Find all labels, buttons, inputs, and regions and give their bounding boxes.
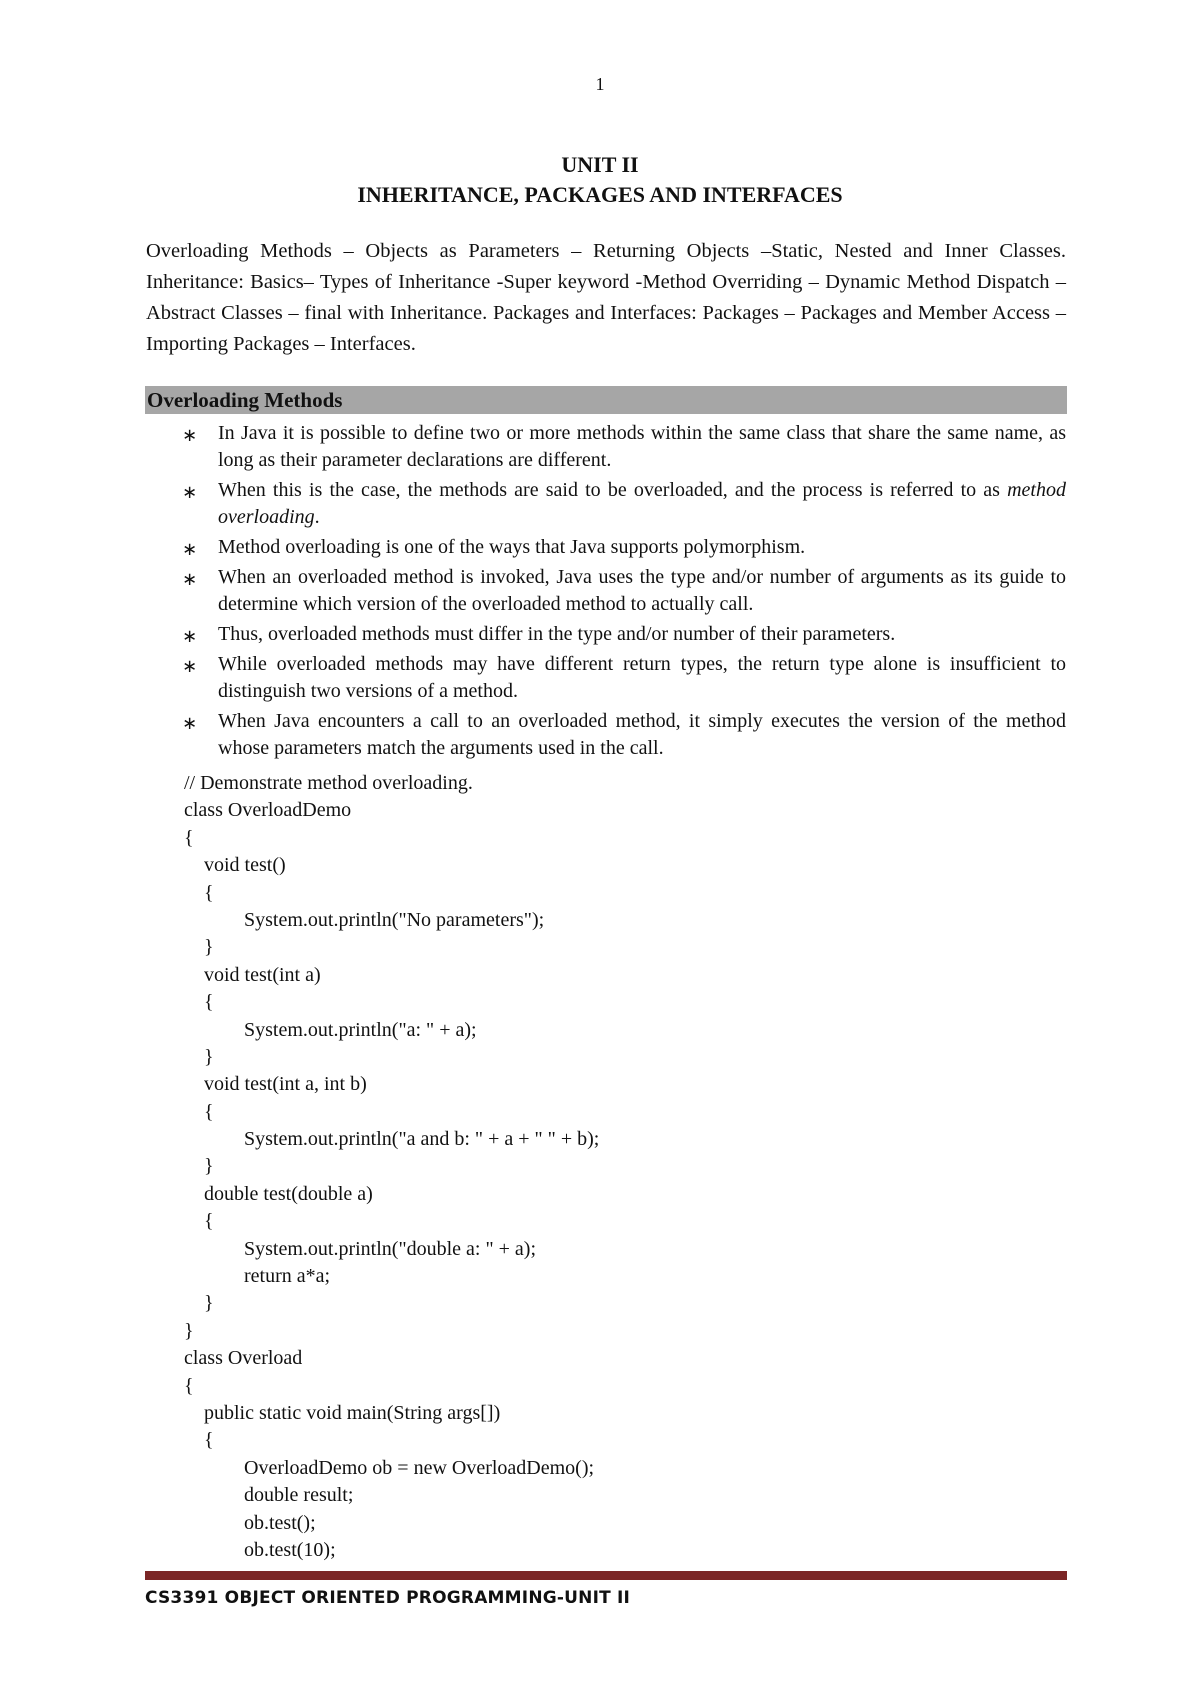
- bullet-text: Thus, overloaded methods must differ in the type and/or number of their parameters.: [218, 623, 896, 645]
- code-line: }: [184, 1319, 194, 1342]
- code-line: class OverloadDemo: [184, 799, 352, 822]
- code-line: public static void main(String args[]): [184, 1401, 501, 1424]
- code-line: double result;: [184, 1484, 354, 1507]
- bullet-icon: ∗: [182, 569, 198, 590]
- bullet-text-end: .: [314, 506, 320, 528]
- page-number: 1: [595, 74, 605, 94]
- emphasis-term: method overloading: [218, 479, 1066, 528]
- code-line: System.out.println("No parameters");: [184, 908, 545, 931]
- code-line: void test(int a, int b): [184, 1073, 367, 1096]
- bullet-text: When Java encounters a call to an overloaded method, it simply executes the version of the method whose parameters match the arguments used in the call.: [218, 710, 1066, 759]
- code-line: }: [184, 1155, 214, 1178]
- bullet-text: In Java it is possible to define two or more methods within the same class that share the same name, as long as their parameter declarations are different.: [218, 422, 1066, 471]
- code-line: ob.test();: [184, 1511, 316, 1534]
- code-line: double test(double a): [184, 1182, 373, 1205]
- code-line: }: [184, 1292, 214, 1315]
- footer-course-title: CS3391 OBJECT ORIENTED PROGRAMMING-UNIT II: [145, 1588, 631, 1608]
- bullet-list: [182, 420, 1066, 765]
- bullet-icon: ∗: [182, 626, 198, 647]
- code-line: OverloadDemo ob = new OverloadDemo();: [184, 1456, 595, 1479]
- section-heading-bar: [145, 386, 1067, 414]
- unit-heading: UNIT II: [561, 152, 639, 177]
- list-item: [182, 420, 1066, 474]
- code-line: void test(int a): [184, 963, 321, 986]
- bullet-text: Method overloading is one of the ways that Java supports polymorphism.: [218, 536, 806, 558]
- code-line: System.out.println("a and b: " + a + " " + b);: [184, 1128, 600, 1151]
- code-line: }: [184, 936, 214, 959]
- code-line: {: [184, 1429, 214, 1452]
- code-line: {: [184, 826, 194, 849]
- list-item: [182, 477, 1066, 531]
- unit-title: INHERITANCE, PACKAGES AND INTERFACES: [357, 182, 843, 207]
- code-line: {: [184, 1374, 194, 1397]
- code-line: {: [184, 881, 214, 904]
- code-line: }: [184, 1045, 214, 1068]
- bullet-icon: ∗: [182, 539, 198, 560]
- bullet-text: While overloaded methods may have different return types, the return type alone is insufficient to distinguish two versions of a method.: [218, 653, 1066, 702]
- code-line: {: [184, 1210, 214, 1233]
- code-listing: [184, 770, 599, 1564]
- footer-divider: [145, 1571, 1067, 1580]
- code-line: System.out.println("double a: " + a);: [184, 1237, 537, 1260]
- syllabus-paragraph: Overloading Methods – Objects as Parameters – Returning Objects –Static, Nested and Inner Classes. Inheritance: Basics– Types of Inheritance -Super keyword -Method Overriding – Dynamic Method Dispatch –Abstract Classes – final with Inheritance. Packages and Interfaces: Packages – Packages and Member Access –Importing Packages – Interfaces.: [146, 240, 1066, 355]
- code-line: void test(): [184, 854, 286, 877]
- bullet-text: When an overloaded method is invoked, Java uses the type and/or number of arguments as its guide to determine which version of the overloaded method to actually call.: [218, 566, 1066, 615]
- bullet-icon: ∗: [182, 656, 198, 677]
- code-line: System.out.println("a: " + a);: [184, 1018, 477, 1041]
- bullet-icon: ∗: [182, 482, 198, 503]
- list-item: [182, 651, 1066, 705]
- code-line: return a*a;: [184, 1265, 331, 1288]
- list-item: [182, 621, 1066, 648]
- list-item: [182, 708, 1066, 762]
- list-item: [182, 534, 1066, 561]
- bullet-text: When this is the case, the methods are said to be overloaded, and the process is referred to as: [218, 479, 1008, 501]
- code-line: {: [184, 991, 214, 1014]
- code-line: {: [184, 1100, 214, 1123]
- code-line: // Demonstrate method overloading.: [184, 772, 473, 794]
- list-item: [182, 564, 1066, 618]
- bullet-icon: ∗: [182, 713, 198, 734]
- code-line: class Overload: [184, 1347, 303, 1370]
- code-line: ob.test(10);: [184, 1538, 336, 1561]
- section-title: Overloading Methods: [147, 388, 343, 412]
- bullet-icon: ∗: [182, 425, 198, 446]
